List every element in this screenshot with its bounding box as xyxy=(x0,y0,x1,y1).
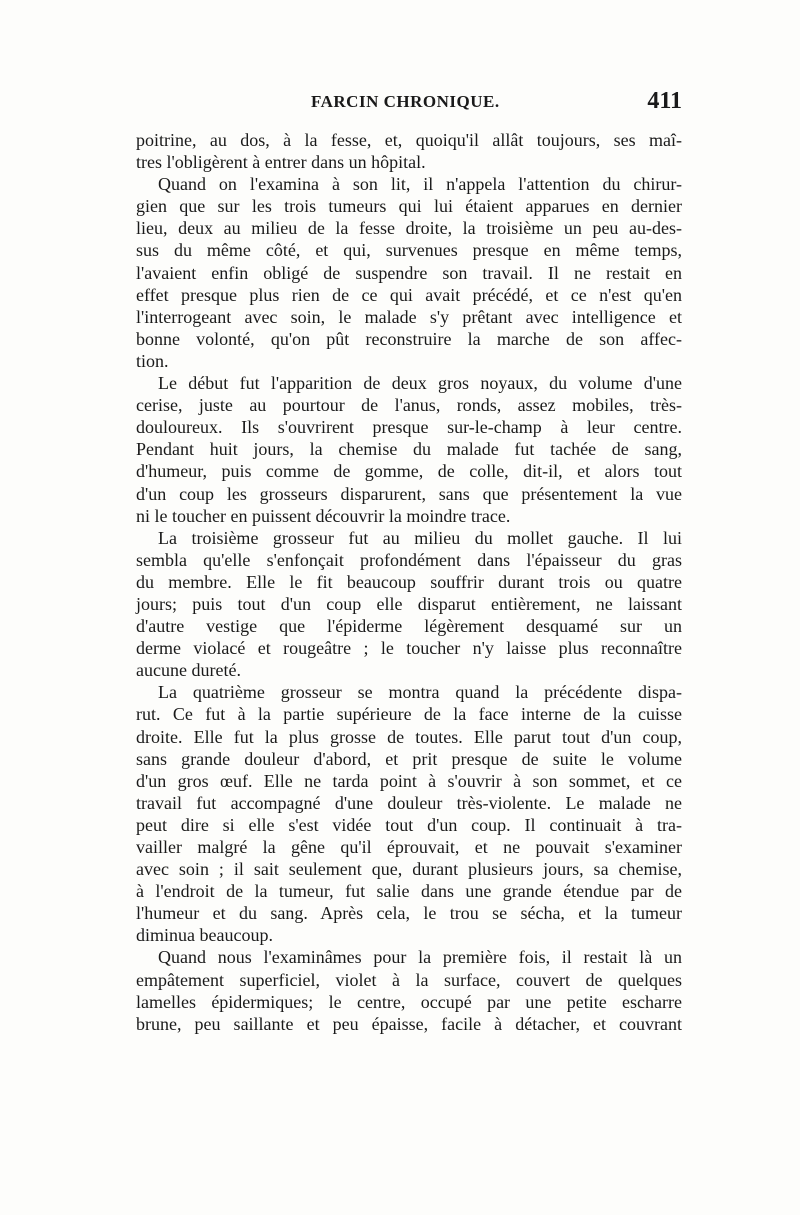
text-line: aucune dureté. xyxy=(136,660,241,681)
running-head xyxy=(136,88,682,118)
text-line: lamelles épidermiques; le centre, occupé par une petite escharre xyxy=(136,991,682,1012)
paragraph-5 xyxy=(136,681,682,946)
paragraph-2 xyxy=(136,173,682,372)
text-line: effet presque plus rien de ce qui avait précédé, et ce n'est qu'en xyxy=(136,284,682,305)
text-line: d'autre vestige que l'épiderme légèrement desquamé sur un xyxy=(136,616,682,637)
text-line: Quand nous l'examinâmes pour la première fois, il restait là un xyxy=(158,947,682,968)
text-line: travail fut accompagné d'une douleur très-violente. Le malade ne xyxy=(136,792,682,813)
text-line: droite. Elle fut la plus grosse de toutes. Elle parut tout d'un coup, xyxy=(136,726,682,747)
text-line: diminua beaucoup. xyxy=(136,925,273,946)
text-line: La troisième grosseur fut au milieu du mollet gauche. Il lui xyxy=(158,527,682,548)
text-line: derme violacé et rougeâtre ; le toucher n'y laisse plus reconnaître xyxy=(136,638,682,659)
paragraph-1 xyxy=(136,129,682,173)
text-line: La quatrième grosseur se montra quand la précédente dispa- xyxy=(158,682,682,703)
text-line: avec soin ; il sait seulement que, durant plusieurs jours, sa chemise, xyxy=(136,859,682,880)
text-line: d'un gros œuf. Elle ne tarda point à s'ouvrir à son sommet, et ce xyxy=(136,770,682,791)
paragraph-4 xyxy=(136,527,682,682)
page-number: 411 xyxy=(647,88,682,114)
text-line: l'humeur et du sang. Après cela, le trou se sécha, et la tumeur xyxy=(136,903,682,924)
text-line: sembla qu'elle s'enfonçait profondément dans l'épaisseur du gras xyxy=(136,549,682,570)
text-line: sus du même côté, et qui, survenues presque en même temps, xyxy=(136,240,682,261)
text-line: du membre. Elle le fit beaucoup souffrir durant trois ou quatre xyxy=(136,571,682,592)
text-line: Quand on l'examina à son lit, il n'appela l'attention du chirur- xyxy=(158,174,682,195)
text-line: poitrine, au dos, à la fesse, et, quoiqu'il allât toujours, ses maî- xyxy=(136,130,682,150)
text-line: rut. Ce fut à la partie supérieure de la face interne de la cuisse xyxy=(136,704,682,725)
text-line: jours; puis tout d'un coup elle disparut entièrement, ne laissant xyxy=(136,593,682,614)
text-line: l'avaient enfin obligé de suspendre son travail. Il ne restait en xyxy=(136,262,682,283)
text-line: lieu, deux au milieu de la fesse droite, la troisième un peu au-des- xyxy=(136,218,682,239)
text-line: d'humeur, puis comme de gomme, de colle, dit-il, et alors tout xyxy=(136,461,682,482)
text-line: peut dire si elle s'est vidée tout d'un coup. Il continuait à tra- xyxy=(136,814,682,835)
text-line: Le début fut l'apparition de deux gros noyaux, du volume d'une xyxy=(158,373,682,394)
text-line: gien que sur les trois tumeurs qui lui étaient apparues en dernier xyxy=(136,196,682,217)
text-line: Pendant huit jours, la chemise du malade fut tachée de sang, xyxy=(136,439,682,460)
text-line: d'un coup les grosseurs disparurent, sans que présentement la vue xyxy=(136,483,682,504)
text-line: douloureux. Ils s'ouvrirent presque sur-le-champ à leur centre. xyxy=(136,417,682,438)
running-title: FARCIN CHRONIQUE. xyxy=(311,92,500,111)
text-line: bonne volonté, qu'on pût reconstruire la marche de son affec- xyxy=(136,328,682,349)
paragraph-6 xyxy=(136,946,682,1034)
text-line: tion. xyxy=(136,350,169,371)
text-line: à l'endroit de la tumeur, fut salie dans une grande étendue par de xyxy=(136,881,682,902)
text-line: tres l'obligèrent à entrer dans un hôpital. xyxy=(136,152,426,173)
text-line: sans grande douleur d'abord, et prit presque de suite le volume xyxy=(136,748,682,769)
text-line: empâtement superficiel, violet à la surface, couvert de quelques xyxy=(136,969,682,990)
body-text xyxy=(136,129,682,1035)
text-line: ni le toucher en puissent découvrir la moindre trace. xyxy=(136,505,511,526)
text-line: vailler malgré la gêne qu'il éprouvait, et ne pouvait s'examiner xyxy=(136,837,682,857)
text-line: l'interrogeant avec soin, le malade s'y prêtant avec intelligence et xyxy=(136,306,682,327)
text-line: cerise, juste au pourtour de l'anus, ronds, assez mobiles, très- xyxy=(136,395,682,416)
paragraph-3 xyxy=(136,372,682,527)
text-line: brune, peu saillante et peu épaisse, facile à détacher, et couvrant xyxy=(136,1013,682,1034)
